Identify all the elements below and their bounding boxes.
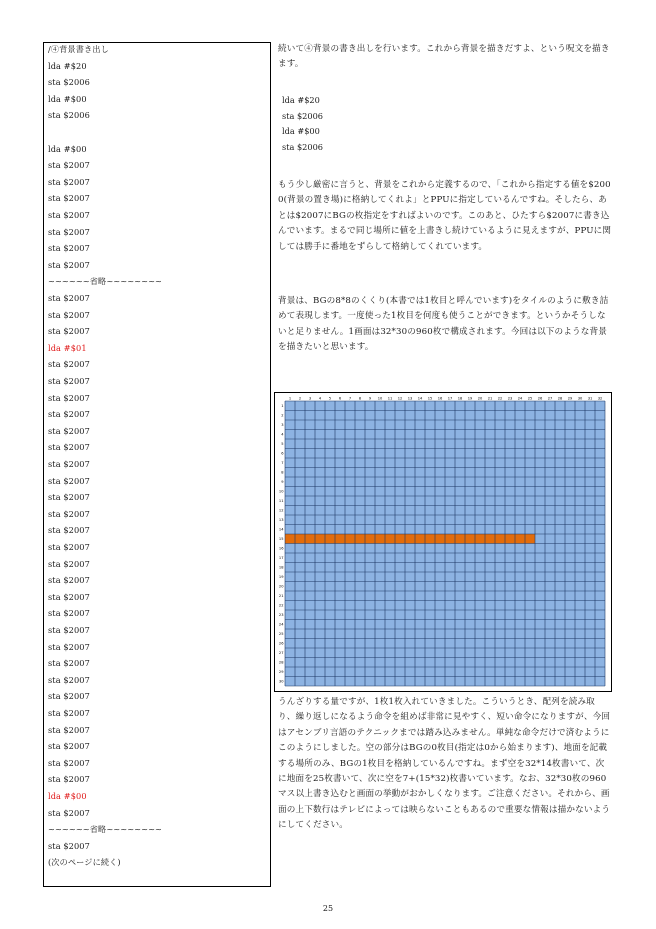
code-listing-box <box>43 42 271 887</box>
code-line: sta $2007 <box>48 674 90 685</box>
row-index-label: 15 <box>278 537 284 542</box>
row-index-label: 14 <box>278 527 284 532</box>
col-index-label: 22 <box>497 396 503 401</box>
tile-paragraph <box>278 294 612 356</box>
intro-text: 続いて④背景の書き出しを行います。これから背景を描きだすよ、という呪文を描きます。 <box>278 44 610 70</box>
code-line: sta $2007 <box>48 708 90 718</box>
code-line: sta $2007 <box>48 492 90 503</box>
row-index-label: 12 <box>278 508 284 513</box>
col-index-label: 26 <box>537 396 543 401</box>
code-line: sta $2007 <box>48 293 90 303</box>
col-index-label: 10 <box>377 396 383 401</box>
code-line: sta $2007 <box>48 459 90 469</box>
code-line: sta $2007 <box>48 193 90 204</box>
code-line: sta $2007 <box>48 409 90 420</box>
code-line: sta $2007 <box>48 774 90 785</box>
code-line: sta $2007 <box>48 326 90 337</box>
col-index-label: 6 <box>338 396 342 401</box>
col-index-label: 23 <box>507 396 513 401</box>
row-index-label: 2 <box>281 413 284 418</box>
col-index-label: 4 <box>318 396 322 401</box>
col-index-label: 28 <box>557 396 563 401</box>
col-index-label: 12 <box>397 396 403 401</box>
code-line: sta $2007 <box>48 558 90 569</box>
snippet-line: lda #$20 <box>282 95 320 105</box>
ground-tiles <box>285 534 535 544</box>
code-line: sta $2006 <box>48 110 90 121</box>
code-line: sta $2007 <box>48 724 90 735</box>
row-index-label: 30 <box>278 679 284 684</box>
row-index-label: 27 <box>278 651 284 656</box>
row-index-label: 18 <box>278 565 284 570</box>
row-index-label: 3 <box>281 423 284 428</box>
code-line: sta $2007 <box>48 608 90 619</box>
col-index-label: 18 <box>457 396 463 401</box>
code-line: sta $2007 <box>48 591 90 602</box>
row-index-label: 25 <box>278 632 284 637</box>
row-index-label: 20 <box>278 584 284 589</box>
row-index-label: 29 <box>278 670 284 675</box>
tile-grid-svg <box>275 393 610 690</box>
row-index-label: 9 <box>281 480 284 485</box>
code-snippet <box>282 93 323 155</box>
row-index-label: 11 <box>278 499 284 504</box>
col-index-label: 15 <box>427 396 433 401</box>
row-index-label: 5 <box>281 442 284 447</box>
code-line: sta $2007 <box>48 757 90 768</box>
code-line: sta $2006 <box>48 77 90 88</box>
row-index-label: 16 <box>278 546 284 551</box>
tile-text: 背景は、BGの8*8のくくり(本書では1枚目と呼んでいます)をタイルのように敷き詰めて表現します。一度使った1枚目を何度も使うことができます。というかそうしないと足りません。1画面は32*30の960枚で構成されます。今回は以下のような背景を描きたいと思います。 <box>278 296 609 353</box>
col-index-label: 9 <box>368 396 372 401</box>
col-index-label: 13 <box>407 396 413 401</box>
code-line: lda #$00 <box>48 143 87 154</box>
code-line: ~~~~~~省略~~~~~~~~ <box>48 824 163 835</box>
code-line: sta $2007 <box>48 741 90 752</box>
code-line: sta $2007 <box>48 259 90 270</box>
col-index-label: 14 <box>417 396 423 401</box>
row-index-label: 24 <box>278 622 284 627</box>
code-line: sta $2007 <box>48 575 90 586</box>
snippet-line: lda #$00 <box>282 126 320 136</box>
col-index-label: 1 <box>288 396 292 401</box>
intro-paragraph <box>278 42 612 73</box>
row-index-label: 21 <box>278 594 284 599</box>
col-index-label: 11 <box>387 396 393 401</box>
col-index-label: 25 <box>527 396 533 401</box>
code-line: sta $2007 <box>48 359 90 370</box>
code-line: sta $2007 <box>48 425 90 436</box>
closing-text: うんざりする量ですが、1枚1枚入れていきました。こういうとき、配列を読み取り、繰り返しになるよう命令を組めば非常に見やすく、短い命令になりますが、今回はアセンブリ言語のテクニックまでは踏み込みません。単純な命令だけで済むようにこのようにしました。空の部分はBGの0枚目(指定は0から始まります)、地面を記載する場所のみ、BGの1枚目を格納しているんですね。まず空を32*14枚書いて、次に地面を25枚書いて、次に空を7+(15*32)枚書いています。なお、32*30枚の960マス以上書き込むと画面の挙動がおかしくなります。ご注意ください。それから、画面の上下数行はテレビによっては映らないこともあるので重要な情報は描かないようにしてください。 <box>278 697 611 831</box>
page-number: 25 <box>322 904 334 913</box>
code-line: sta $2007 <box>48 508 90 519</box>
code-line: sta $2007 <box>48 658 90 669</box>
code-line: /④背景書き出し <box>48 44 109 54</box>
code-line: sta $2007 <box>48 442 90 453</box>
col-index-label: 27 <box>547 396 553 401</box>
row-index-label: 1 <box>281 404 284 409</box>
explanation-text: もう少し厳密に言うと、背景をこれから定義するので、「これから指定する値を$2000(背景の置き場)に格納してくれよ」とPPUに指定しているんですね。そしたら、あとは$2007にBGの枚指定をすればよいのです。このあと、ひたすら$2007に書き込んでいます。まるで同じ場所に値を上書きし続けているように見えますが、PPUに関しては勝手に番地をずらして格納してくれています。 <box>278 180 612 252</box>
code-line: ~~~~~~省略~~~~~~~~ <box>48 276 163 287</box>
code-line: sta $2007 <box>48 160 90 171</box>
col-index-label: 16 <box>437 396 443 401</box>
row-index-label: 8 <box>281 470 284 475</box>
row-index-label: 22 <box>278 603 284 608</box>
row-index-label: 10 <box>278 489 284 494</box>
snippet-line: sta $2006 <box>282 141 324 152</box>
row-index-label: 13 <box>278 518 284 523</box>
row-index-label: 7 <box>281 461 284 466</box>
col-index-label: 21 <box>487 396 493 401</box>
row-index-label: 4 <box>281 432 284 437</box>
col-index-label: 17 <box>447 396 453 401</box>
col-index-label: 5 <box>328 396 332 401</box>
col-index-label: 7 <box>348 396 352 401</box>
closing-paragraph <box>278 695 612 834</box>
code-line: sta $2007 <box>48 243 90 254</box>
col-index-label: 24 <box>517 396 523 401</box>
row-index-label: 28 <box>278 660 284 665</box>
col-index-label: 31 <box>587 396 593 401</box>
code-line: sta $2007 <box>48 226 90 237</box>
code-line: sta $2007 <box>48 176 90 187</box>
col-index-label: 32 <box>597 396 603 401</box>
row-index-label: 23 <box>278 613 284 618</box>
code-line: sta $2007 <box>48 641 90 652</box>
code-line: sta $2007 <box>48 807 90 818</box>
explanation-paragraph <box>278 178 612 255</box>
code-line: (次のページに続く) <box>48 857 121 868</box>
col-index-label: 29 <box>567 396 573 401</box>
col-index-label: 19 <box>467 396 473 401</box>
row-index-label: 17 <box>278 556 284 561</box>
code-line: sta $2007 <box>48 525 90 536</box>
code-line: sta $2007 <box>48 542 90 552</box>
col-index-label: 2 <box>298 396 302 401</box>
code-line: lda #$01 <box>48 342 87 353</box>
code-line: sta $2007 <box>48 210 90 220</box>
code-line: lda #$00 <box>48 93 87 104</box>
col-index-label: 3 <box>308 396 312 401</box>
row-index-label: 6 <box>281 451 284 456</box>
row-index-label: 26 <box>278 641 284 646</box>
code-line: sta $2007 <box>48 309 90 320</box>
code-line: lda #$00 <box>48 791 87 801</box>
col-index-label: 8 <box>358 396 362 401</box>
background-tile-grid <box>274 392 612 692</box>
col-index-label: 20 <box>477 396 483 401</box>
code-line: sta $2007 <box>48 840 90 851</box>
code-line: sta $2007 <box>48 475 90 486</box>
row-index-label: 19 <box>278 575 284 580</box>
code-line: lda #$20 <box>48 60 87 71</box>
snippet-line: sta $2006 <box>282 110 324 121</box>
code-line: sta $2007 <box>48 625 90 635</box>
code-line: sta $2007 <box>48 392 90 403</box>
col-index-label: 30 <box>577 396 583 401</box>
code-line: sta $2007 <box>48 691 90 702</box>
code-line: sta $2007 <box>48 376 90 386</box>
